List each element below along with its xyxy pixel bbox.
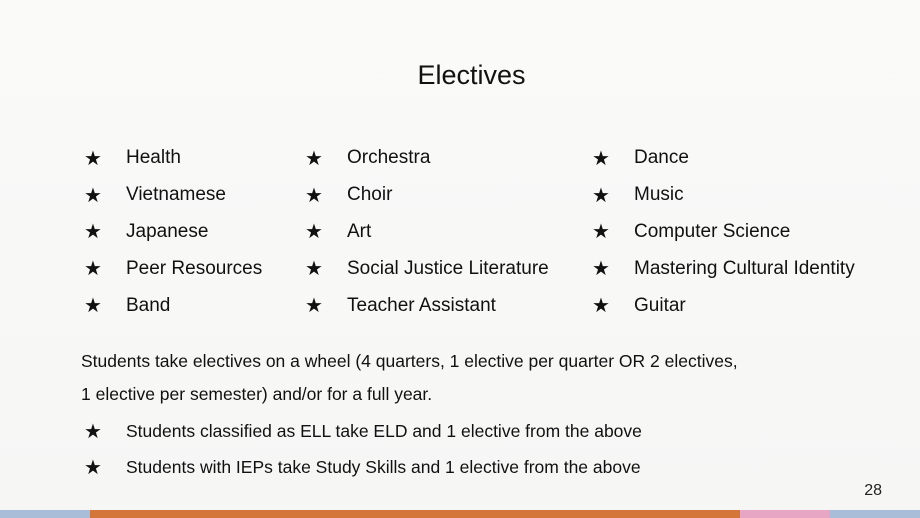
elective-label: Japanese [126,220,209,242]
slide-title: Electives [417,60,526,90]
footer-color-bar [0,510,920,518]
electives-column-2 [305,140,549,324]
elective-item [305,177,549,214]
elective-item [84,177,262,214]
star-icon: ★ [84,221,102,244]
wheel-description [81,345,738,411]
notes-list [84,413,642,486]
page-number: 28 [864,482,882,499]
star-icon: ★ [592,147,610,170]
elective-label: Social Justice Literature [347,257,549,279]
elective-label: Guitar [634,294,686,316]
elective-label: Band [126,294,171,316]
note-ell: Students classified as ELL take ELD and 1 elective from the above [126,420,642,441]
elective-label: Choir [347,184,393,206]
electives-column-3 [592,140,855,324]
elective-item [592,177,855,214]
elective-label: Teacher Assistant [347,294,496,316]
elective-item [84,250,262,287]
footer-segment-blue-right [830,510,920,518]
elective-label: Computer Science [634,220,791,242]
elective-item [592,250,855,287]
elective-label: Health [126,147,181,169]
elective-item [592,287,855,324]
star-icon: ★ [592,184,610,207]
star-icon: ★ [84,258,102,281]
elective-item [592,140,855,177]
note-item [84,413,642,450]
elective-label: Art [347,220,372,242]
elective-item [305,287,549,324]
star-icon: ★ [305,295,323,318]
elective-label: Vietnamese [126,184,226,206]
star-icon: ★ [305,184,323,207]
star-icon: ★ [592,295,610,318]
elective-item [305,140,549,177]
star-icon: ★ [84,420,102,443]
elective-label: Orchestra [347,147,431,169]
note-iep: Students with IEPs take Study Skills and 1 elective from the above [126,457,641,478]
wheel-description-line-2: 1 elective per semester) and/or for a full year. [81,384,433,404]
star-icon: ★ [305,221,323,244]
electives-column-1 [84,140,262,324]
elective-item [305,250,549,287]
elective-label: Dance [634,147,689,169]
elective-item [84,140,262,177]
elective-label: Mastering Cultural Identity [634,257,855,279]
star-icon: ★ [305,147,323,170]
elective-label: Music [634,184,684,206]
elective-item [305,214,549,251]
star-icon: ★ [305,258,323,281]
elective-item [592,214,855,251]
footer-segment-pink [740,510,830,518]
star-icon: ★ [592,258,610,281]
elective-item [84,287,262,324]
elective-item [84,214,262,251]
note-item [84,450,642,487]
footer-segment-blue [0,510,90,518]
star-icon: ★ [84,295,102,318]
star-icon: ★ [84,184,102,207]
star-icon: ★ [592,221,610,244]
footer-segment-orange [90,510,740,518]
wheel-description-line-1: Students take electives on a wheel (4 quarters, 1 elective per quarter OR 2 electives, [81,351,738,371]
star-icon: ★ [84,457,102,480]
star-icon: ★ [84,147,102,170]
elective-label: Peer Resources [126,257,263,279]
